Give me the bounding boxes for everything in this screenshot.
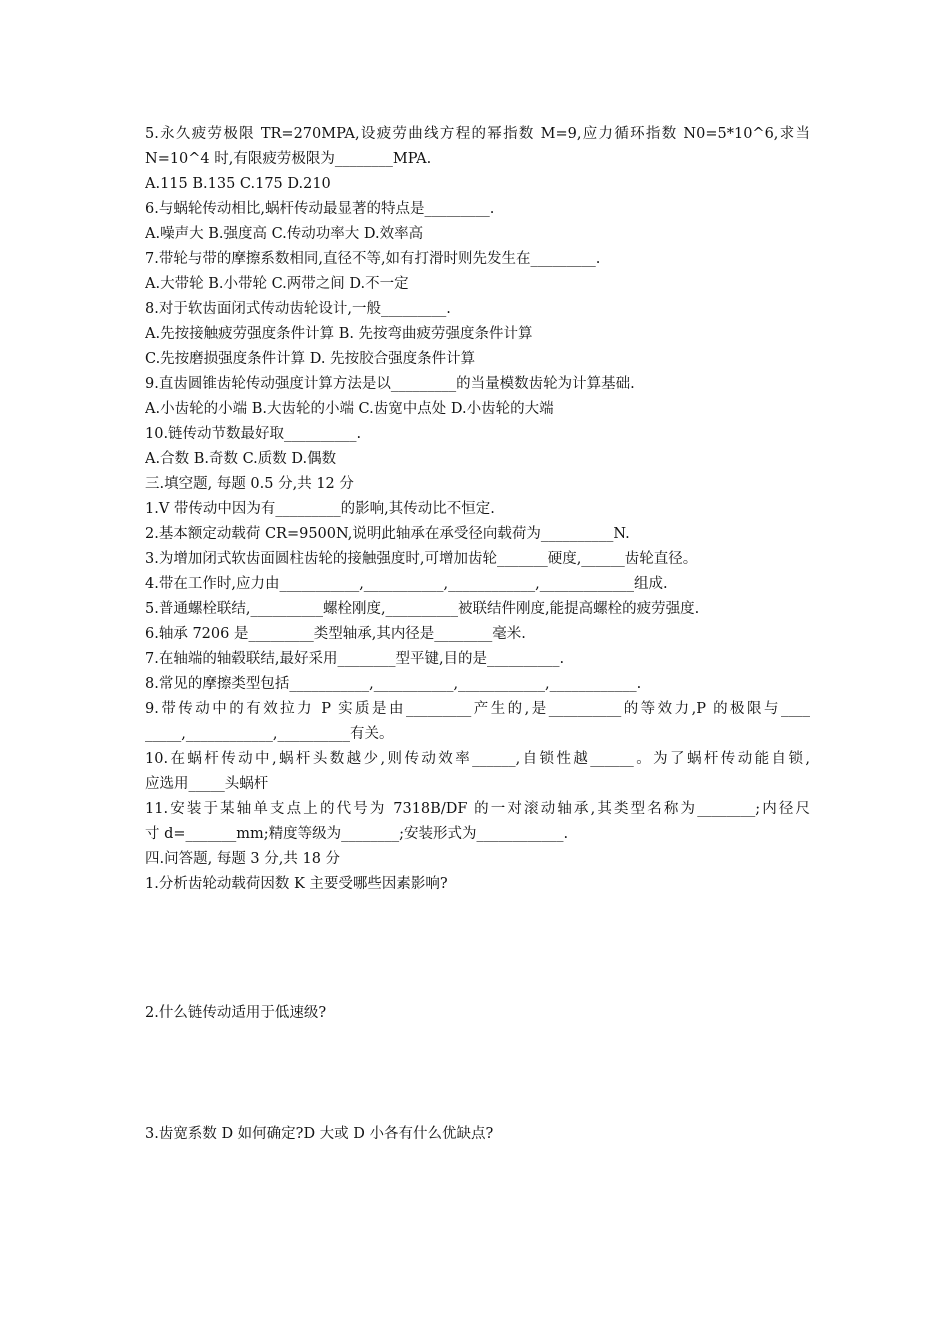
question-10-options: A.合数 B.奇数 C.质数 D.偶数: [145, 451, 337, 467]
question-10-text: 10.链传动节数最好取__________.: [145, 426, 362, 442]
fill-1: 1.V 带传动中因为有_________的影响,其传动比不恒定.: [145, 501, 495, 517]
fill-10: 10.在蜗杆传动中,蜗杆头数越少,则传动效率______,自锁性越______。为了蜗杆传动能自锁,: [145, 751, 810, 767]
fill-3: 3.为增加闭式软齿面圆柱齿轮的接触强度时,可增加齿轮_______硬度,______齿轮直径。: [145, 551, 698, 567]
fill-8: 8.常见的摩擦类型包括___________,___________,____________,____________.: [145, 676, 642, 692]
section-3-heading: 三.填空题, 每题 0.5 分,共 12 分: [145, 476, 354, 492]
question-5-options: A.115 B.135 C.175 D.210: [145, 176, 331, 192]
question-7-text: 7.带轮与带的摩擦系数相同,直径不等,如有打滑时则先发生在_________.: [145, 251, 601, 267]
answer-space: [145, 1026, 810, 1122]
fill-11-cont: 寸 d=_______mm;精度等级为________;安装形式为____________.: [145, 826, 569, 842]
question-8-text: 8.对于软齿面闭式传动齿轮设计,一般_________.: [145, 301, 451, 317]
question-7-options: A.大带轮 B.小带轮 C.两带之间 D.不一定: [145, 276, 409, 292]
section-4-heading: 四.问答题, 每题 3 分,共 18 分: [145, 851, 341, 867]
question-6-text: 6.与蜗轮传动相比,蜗杆传动最显著的特点是_________.: [145, 201, 495, 217]
fill-10-cont: 应选用_____头蜗杆: [145, 776, 269, 792]
question-6-options: A.噪声大 B.强度高 C.传动功率大 D.效率高: [145, 226, 424, 242]
fill-5: 5.普通螺栓联结,__________螺栓刚度,__________被联结件刚度,能提高螺栓的疲劳强度.: [145, 601, 700, 617]
question-9-options: A.小齿轮的小端 B.大齿轮的小端 C.齿宽中点处 D.小齿轮的大端: [145, 401, 554, 417]
qa-2: 2.什么链传动适用于低速级?: [145, 1005, 327, 1021]
question-5-text: 5.永久疲劳极限 TR=270MPA,设疲劳曲线方程的幂指数 M=9,应力循环指数 N0=5*10^6,求当: [145, 126, 810, 142]
document-page: [145, 122, 810, 1147]
fill-2: 2.基本额定动载荷 CR=9500N,说明此轴承在承受径向载荷为__________N.: [145, 526, 630, 542]
qa-1: 1.分析齿轮动载荷因数 K 主要受哪些因素影响?: [145, 876, 448, 892]
fill-9-cont: _____,____________,__________有关。: [145, 726, 394, 742]
fill-9: 9.带传动中的有效拉力 P 实质是由_________产生的,是__________的等效力,P 的极限与____: [145, 701, 810, 717]
fill-7: 7.在轴端的轴毂联结,最好采用________型平键,目的是__________.: [145, 651, 565, 667]
qa-3: 3.齿宽系数 D 如何确定?D 大或 D 小各有什么优缺点?: [145, 1126, 494, 1142]
fill-11: 11.安装于某轴单支点上的代号为 7318B/DF 的一对滚动轴承,其类型名称为________;内径尺: [145, 801, 810, 817]
question-9-text: 9.直齿圆锥齿轮传动强度计算方法是以_________的当量模数齿轮为计算基础.: [145, 376, 635, 392]
answer-space: [145, 897, 810, 1001]
fill-4: 4.带在工作时,应力由___________,___________,____________,_____________组成.: [145, 576, 668, 592]
question-5-text-cont: N=10^4 时,有限疲劳极限为________MPA.: [145, 151, 432, 167]
fill-6: 6.轴承 7206 是_________类型轴承,其内径是________毫米.: [145, 626, 526, 642]
question-8-options-2: C.先按磨损强度条件计算 D. 先按胶合强度条件计算: [145, 351, 476, 367]
question-8-options-1: A.先按接触疲劳强度条件计算 B. 先按弯曲疲劳强度条件计算: [145, 326, 533, 342]
